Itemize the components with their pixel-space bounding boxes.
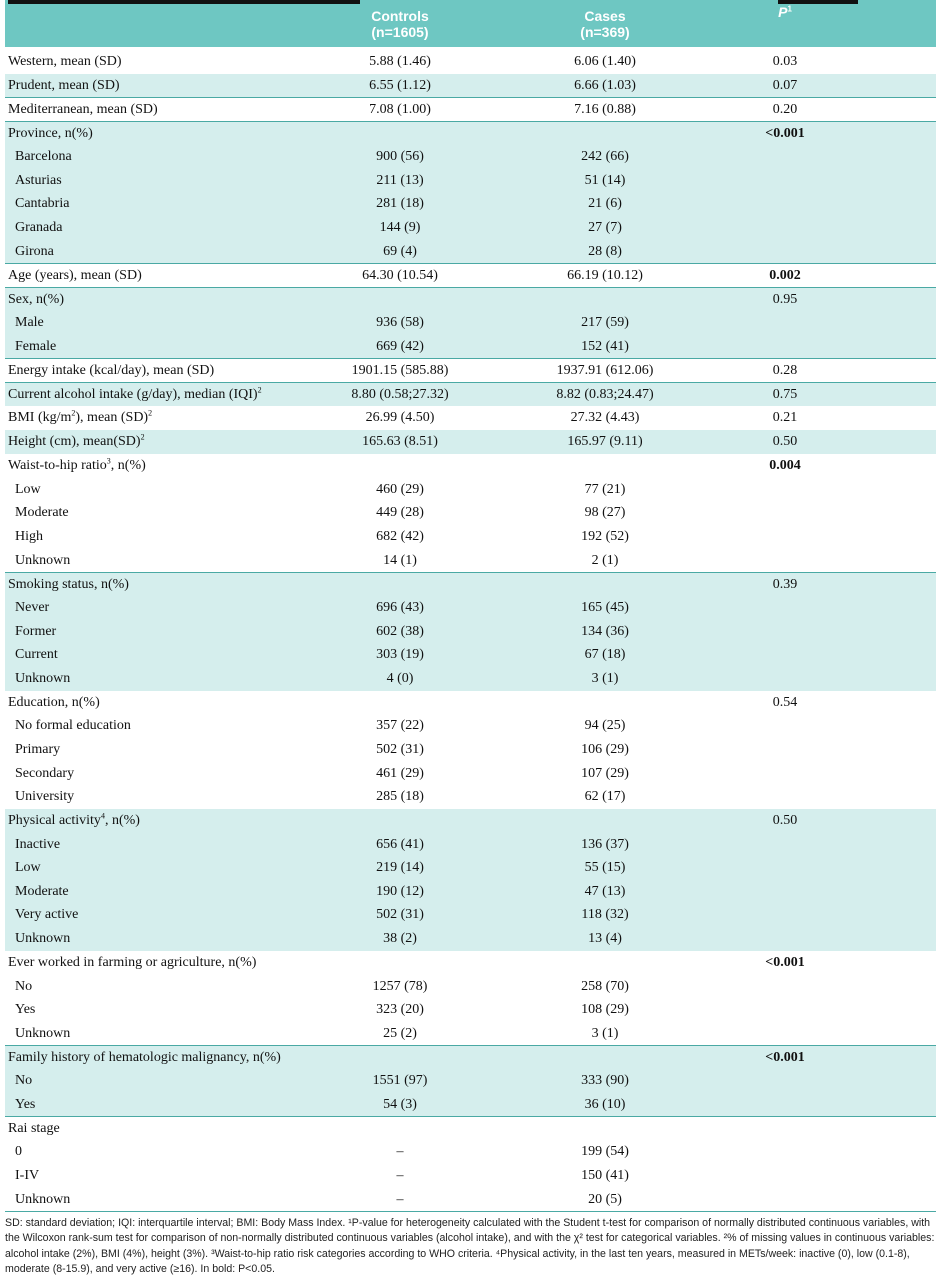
controls-value: 165.63 (8.51) xyxy=(362,434,438,450)
row-label-text: Inactive xyxy=(15,836,61,852)
row-label-text: No formal education xyxy=(15,718,131,734)
cases-value: 28 (8) xyxy=(588,243,622,259)
row-label xyxy=(8,573,129,597)
row-label xyxy=(8,430,145,454)
cases-value: 136 (37) xyxy=(581,836,629,852)
row-group xyxy=(5,454,936,573)
table-subrow xyxy=(5,856,936,880)
p-value: 0.03 xyxy=(772,54,798,69)
table-row xyxy=(5,573,936,597)
controls-value: 211 (13) xyxy=(376,172,424,188)
row-label-text: Very active xyxy=(15,907,79,923)
row-label xyxy=(15,549,70,573)
controls-label: Controls xyxy=(371,8,429,24)
row-label-text: Current xyxy=(15,647,58,663)
cases-value: 51 (14) xyxy=(584,172,626,188)
row-label-text: BMI (kg/m xyxy=(8,410,72,426)
row-group xyxy=(5,383,936,408)
p-value: 0.50 xyxy=(772,813,798,829)
row-group xyxy=(5,1046,936,1118)
controls-value: 54 (3) xyxy=(383,1096,417,1112)
row-label-text: Granada xyxy=(15,220,63,236)
cases-value: 106 (29) xyxy=(581,741,629,757)
row-group xyxy=(5,264,936,289)
row-label-text: Physical activity xyxy=(8,813,101,829)
row-group xyxy=(5,951,936,1046)
row-label xyxy=(15,880,69,904)
row-label xyxy=(15,501,69,525)
table-subrow xyxy=(5,643,936,667)
controls-value: 502 (31) xyxy=(376,907,424,923)
controls-value: – xyxy=(396,1144,404,1160)
row-label-text: Energy intake (kcal/day), mean (SD) xyxy=(8,362,215,378)
row-label xyxy=(15,596,49,620)
row-group xyxy=(5,50,936,75)
row-group xyxy=(5,430,936,455)
row-label-text: Current alcohol intake (g/day), median (IQI) xyxy=(8,386,258,402)
table-row xyxy=(5,430,936,454)
controls-value: 38 (2) xyxy=(383,931,417,947)
cases-value: 27.32 (4.43) xyxy=(570,410,640,426)
p-value: 0.20 xyxy=(772,101,798,117)
cases-value: 242 (66) xyxy=(581,149,629,165)
row-label xyxy=(15,643,58,667)
row-label xyxy=(15,667,70,691)
row-label-text: 0 xyxy=(15,1144,22,1160)
row-label xyxy=(15,714,131,738)
cases-value: 165 (45) xyxy=(581,600,629,616)
controls-value: 219 (14) xyxy=(376,860,424,876)
row-label xyxy=(8,98,158,122)
cases-value: 66.19 (10.12) xyxy=(567,267,643,283)
row-label xyxy=(8,50,122,74)
controls-value: 502 (31) xyxy=(376,741,424,757)
table-row xyxy=(5,50,936,74)
cases-value: 6.66 (1.03) xyxy=(574,77,636,93)
table-subrow xyxy=(5,311,936,335)
controls-value: 25 (2) xyxy=(383,1025,417,1041)
footnote: SD: standard deviation; IQI: interquartile interval; BMI: Body Mass Index. ¹P-value for heterogeneity calculated with the Student t-test for comparison of normally distributed continuous variables, with the Wilcoxon rank-sum test for comparison of non-normally distributed continuous variables (alcohol intake), and with the χ² test for categorical variables. ²% of missing values in continuous variables: alcohol intake (2%), BMI (4%), height (3%). ³Waist-to-hip ratio risk categories according to WHO criteria. ⁴Physical activity, in the last ten years, measured in METs/week: inactive (0), low (0.1-8), moderate (8-15.9), and very active (≥16). In bold: P<0.05. xyxy=(5,1217,935,1275)
cases-value: 134 (36) xyxy=(581,623,629,639)
row-label xyxy=(8,359,214,383)
row-label xyxy=(8,74,120,98)
p-value: 0.21 xyxy=(772,410,798,426)
label-superscript: 2 xyxy=(257,384,262,394)
p-value: 0.07 xyxy=(772,77,798,93)
row-group xyxy=(5,573,936,692)
cases-value: 27 (7) xyxy=(588,220,622,236)
table-subrow xyxy=(5,833,936,857)
cases-value: 165.97 (9.11) xyxy=(567,434,643,450)
row-label-text: Low xyxy=(15,860,41,876)
row-label xyxy=(8,1117,60,1141)
p-value: 0.28 xyxy=(772,362,798,378)
row-label-text: Unknown xyxy=(15,552,71,568)
row-label-text: Primary xyxy=(15,741,61,757)
row-label xyxy=(15,785,74,809)
label-superscript: 2 xyxy=(140,432,145,442)
cases-value: 21 (6) xyxy=(588,196,622,212)
row-label-text: Unknown xyxy=(15,1191,71,1207)
cases-value: 192 (52) xyxy=(581,528,629,544)
row-group xyxy=(5,122,936,265)
controls-value: 4 (0) xyxy=(386,670,414,686)
row-label xyxy=(8,122,93,146)
p-label: P xyxy=(778,4,788,20)
row-label-text: Female xyxy=(15,338,57,354)
controls-value: 936 (58) xyxy=(376,315,424,331)
row-label xyxy=(15,1140,22,1164)
table-subrow xyxy=(5,478,936,502)
controls-value: – xyxy=(396,1167,404,1183)
table-row xyxy=(5,288,936,312)
label-superscript: 2 xyxy=(71,408,76,418)
cases-value: 55 (15) xyxy=(584,860,626,876)
row-label xyxy=(15,856,41,880)
cases-value: 108 (29) xyxy=(581,1002,629,1018)
controls-value: 900 (56) xyxy=(376,149,424,165)
row-label-text: No xyxy=(15,978,33,994)
controls-n: (n=1605) xyxy=(371,24,429,40)
row-label-text: No xyxy=(15,1073,33,1089)
controls-value: 303 (19) xyxy=(376,647,424,663)
row-label xyxy=(15,1093,35,1117)
table-header xyxy=(5,0,936,47)
row-label-text: Smoking status, n(%) xyxy=(8,576,129,592)
row-label xyxy=(15,240,54,264)
p-column-header xyxy=(765,4,805,20)
row-label-text: Never xyxy=(15,600,50,616)
cases-value: 3 (1) xyxy=(591,1025,619,1041)
p-value: 0.004 xyxy=(769,458,801,474)
controls-value: 190 (12) xyxy=(376,883,424,899)
p-value: <0.001 xyxy=(765,1049,805,1065)
table-subrow xyxy=(5,145,936,169)
row-label-text: University xyxy=(15,789,75,805)
controls-value: – xyxy=(396,1191,404,1207)
controls-value: 6.55 (1.12) xyxy=(369,77,431,93)
row-label xyxy=(15,762,74,786)
row-label xyxy=(15,478,41,502)
row-group xyxy=(5,98,936,123)
controls-value: 1551 (97) xyxy=(372,1073,428,1089)
row-label xyxy=(15,738,60,762)
row-group xyxy=(5,74,936,99)
row-label-text: Low xyxy=(15,481,41,497)
table-row xyxy=(5,951,936,975)
cases-value: 7.16 (0.88) xyxy=(574,101,636,117)
table-subrow xyxy=(5,667,936,691)
row-label-text: Male xyxy=(15,315,44,331)
row-label xyxy=(15,145,72,169)
table-row xyxy=(5,74,936,98)
row-label-text: Yes xyxy=(15,1096,36,1112)
row-label-text: Sex, n(%) xyxy=(8,291,64,307)
cases-value: 150 (41) xyxy=(581,1167,629,1183)
controls-value: 1257 (78) xyxy=(372,978,428,994)
row-label-text: Barcelona xyxy=(15,149,72,165)
row-label xyxy=(15,975,32,999)
controls-value: 64.30 (10.54) xyxy=(362,267,438,283)
controls-value: 14 (1) xyxy=(383,552,417,568)
row-label xyxy=(8,288,64,312)
row-label xyxy=(15,998,35,1022)
controls-column-header xyxy=(340,8,460,40)
row-label xyxy=(8,809,140,833)
row-label-text: Mediterranean, mean (SD) xyxy=(8,101,158,117)
row-label-text: Western, mean (SD) xyxy=(8,54,122,69)
cases-value: 67 (18) xyxy=(584,647,626,663)
row-label xyxy=(8,951,256,975)
table-subrow xyxy=(5,240,936,264)
p-value: <0.001 xyxy=(765,125,805,141)
row-label xyxy=(15,525,43,549)
row-label-text: Moderate xyxy=(15,505,69,521)
table-row xyxy=(5,406,936,430)
cut-caption-fragment xyxy=(778,0,858,4)
controls-value: 449 (28) xyxy=(376,505,424,521)
controls-value: 656 (41) xyxy=(376,836,424,852)
table-subrow xyxy=(5,1164,936,1188)
cases-value: 2 (1) xyxy=(591,552,619,568)
cases-value: 94 (25) xyxy=(584,718,626,734)
table-row xyxy=(5,454,936,478)
table-subrow xyxy=(5,169,936,193)
row-label xyxy=(15,1022,70,1046)
row-label-text: Secondary xyxy=(15,765,75,781)
table-subrow xyxy=(5,762,936,786)
table-row xyxy=(5,1117,936,1141)
table-subrow xyxy=(5,596,936,620)
cases-value: 77 (21) xyxy=(584,481,626,497)
row-label-text: Education, n(%) xyxy=(8,694,100,710)
cases-n: (n=369) xyxy=(580,24,630,40)
cases-value: 47 (13) xyxy=(584,883,626,899)
table-row xyxy=(5,98,936,122)
table-subrow xyxy=(5,216,936,240)
table-row xyxy=(5,1046,936,1070)
row-label-text: Age (years), mean (SD) xyxy=(8,267,142,283)
row-label xyxy=(8,691,100,715)
table-subrow xyxy=(5,998,936,1022)
row-label-text: I-IV xyxy=(15,1167,40,1183)
row-label xyxy=(15,335,56,359)
table-subrow xyxy=(5,620,936,644)
table-row xyxy=(5,691,936,715)
cases-value: 258 (70) xyxy=(581,978,629,994)
row-label xyxy=(8,406,152,430)
table-subrow xyxy=(5,785,936,809)
cases-value: 6.06 (1.40) xyxy=(574,54,636,69)
cases-value: 8.82 (0.83;24.47) xyxy=(556,386,654,402)
controls-value: 26.99 (4.50) xyxy=(365,410,435,426)
table-subrow xyxy=(5,549,936,573)
cases-value: 333 (90) xyxy=(581,1073,629,1089)
controls-value: 323 (20) xyxy=(376,1002,424,1018)
controls-value: 5.88 (1.46) xyxy=(369,54,431,69)
cases-value: 36 (10) xyxy=(584,1096,626,1112)
cases-value: 3 (1) xyxy=(591,670,619,686)
table-row xyxy=(5,264,936,288)
row-label-text: Family history of hematologic malignancy, n(%) xyxy=(8,1049,281,1065)
row-label-text: Ever worked in farming or agriculture, n(%) xyxy=(8,955,257,970)
cases-value: 20 (5) xyxy=(588,1191,622,1207)
row-label xyxy=(8,383,262,407)
table-row xyxy=(5,122,936,146)
controls-value: 281 (18) xyxy=(376,196,424,212)
controls-value: 7.08 (1.00) xyxy=(369,101,431,117)
controls-value: 461 (29) xyxy=(376,765,424,781)
controls-value: 1901.15 (585.88) xyxy=(351,362,449,378)
p-value: 0.54 xyxy=(772,694,798,710)
controls-value: 285 (18) xyxy=(376,789,424,805)
row-group xyxy=(5,691,936,810)
table-subrow xyxy=(5,1188,936,1212)
row-group xyxy=(5,406,936,431)
row-label xyxy=(15,216,62,240)
row-label-text: Cantabria xyxy=(15,196,70,212)
controls-value: 144 (9) xyxy=(379,220,421,236)
table-subrow xyxy=(5,738,936,762)
table-subrow xyxy=(5,1093,936,1117)
table-subrow xyxy=(5,335,936,359)
row-label-text: Province, n(%) xyxy=(8,125,93,141)
controls-value: 460 (29) xyxy=(376,481,424,497)
row-label xyxy=(15,1188,70,1212)
p-value: 0.50 xyxy=(772,434,798,450)
row-label xyxy=(15,903,78,927)
cases-value: 107 (29) xyxy=(581,765,629,781)
row-label-text: Former xyxy=(15,623,57,639)
table-subrow xyxy=(5,975,936,999)
p-value: 0.002 xyxy=(769,267,801,283)
p-value: 0.39 xyxy=(772,576,798,592)
table-row xyxy=(5,383,936,407)
table-subrow xyxy=(5,1022,936,1046)
cases-value: 62 (17) xyxy=(584,789,626,805)
controls-value: 682 (42) xyxy=(376,528,424,544)
table-subrow xyxy=(5,1069,936,1093)
row-label-tail: , n(%) xyxy=(110,458,146,474)
label-superscript: 3 xyxy=(106,456,111,466)
cases-value: 217 (59) xyxy=(581,315,629,331)
controls-value: 602 (38) xyxy=(376,623,424,639)
row-label-text: Girona xyxy=(15,243,54,259)
row-label xyxy=(15,620,56,644)
p-value: 0.75 xyxy=(772,386,798,402)
row-group xyxy=(5,809,936,952)
row-label-text: Unknown xyxy=(15,1025,71,1041)
table-subrow xyxy=(5,903,936,927)
row-label-text: Asturias xyxy=(15,172,62,188)
row-label-text: Prudent, mean (SD) xyxy=(8,77,120,93)
p-value: 0.95 xyxy=(772,291,798,307)
table-subrow xyxy=(5,501,936,525)
row-label-text: Unknown xyxy=(15,931,71,947)
table-subrow xyxy=(5,880,936,904)
row-label xyxy=(15,1164,39,1188)
controls-value: 669 (42) xyxy=(376,338,424,354)
row-label xyxy=(8,454,146,478)
cases-label: Cases xyxy=(584,8,626,24)
row-label-text: Yes xyxy=(15,1002,36,1018)
row-label xyxy=(8,264,142,288)
label-superscript: 4 xyxy=(100,811,105,821)
row-label-tail: ), mean (SD) xyxy=(75,410,149,426)
controls-value: 696 (43) xyxy=(376,600,424,616)
cut-caption-fragment xyxy=(8,0,360,4)
cases-value: 1937.91 (612.06) xyxy=(556,362,654,378)
p-value: <0.001 xyxy=(765,955,805,970)
cases-value: 13 (4) xyxy=(588,931,622,947)
row-group xyxy=(5,288,936,360)
row-label-text: Height (cm), mean(SD) xyxy=(8,434,141,450)
label-superscript: 2 xyxy=(148,408,153,418)
row-label xyxy=(8,1046,281,1070)
row-label-text: High xyxy=(15,528,43,544)
row-label xyxy=(15,833,60,857)
table-subrow xyxy=(5,927,936,951)
row-group xyxy=(5,1117,936,1212)
row-group xyxy=(5,359,936,384)
p-sup: 1 xyxy=(787,4,792,14)
row-label xyxy=(15,927,70,951)
table-row xyxy=(5,809,936,833)
controls-value: 357 (22) xyxy=(376,718,424,734)
table-subrow xyxy=(5,525,936,549)
row-label xyxy=(15,169,62,193)
cases-value: 152 (41) xyxy=(581,338,629,354)
row-label xyxy=(15,1069,32,1093)
table-subrow xyxy=(5,1140,936,1164)
table-subrow xyxy=(5,714,936,738)
controls-value: 69 (4) xyxy=(383,243,417,259)
row-label-tail: , n(%) xyxy=(104,813,140,829)
cases-value: 118 (32) xyxy=(581,907,629,923)
cases-column-header xyxy=(545,8,665,40)
row-label-text: Moderate xyxy=(15,883,69,899)
row-label-text: Waist-to-hip ratio xyxy=(8,458,107,474)
row-label-text: Rai stage xyxy=(8,1120,60,1136)
cases-value: 199 (54) xyxy=(581,1144,629,1160)
row-label xyxy=(15,192,69,216)
table-row xyxy=(5,359,936,383)
row-label-text: Unknown xyxy=(15,670,71,686)
row-label xyxy=(15,311,44,335)
controls-value: 8.80 (0.58;27.32) xyxy=(351,386,449,402)
cases-value: 98 (27) xyxy=(584,505,626,521)
table-subrow xyxy=(5,192,936,216)
